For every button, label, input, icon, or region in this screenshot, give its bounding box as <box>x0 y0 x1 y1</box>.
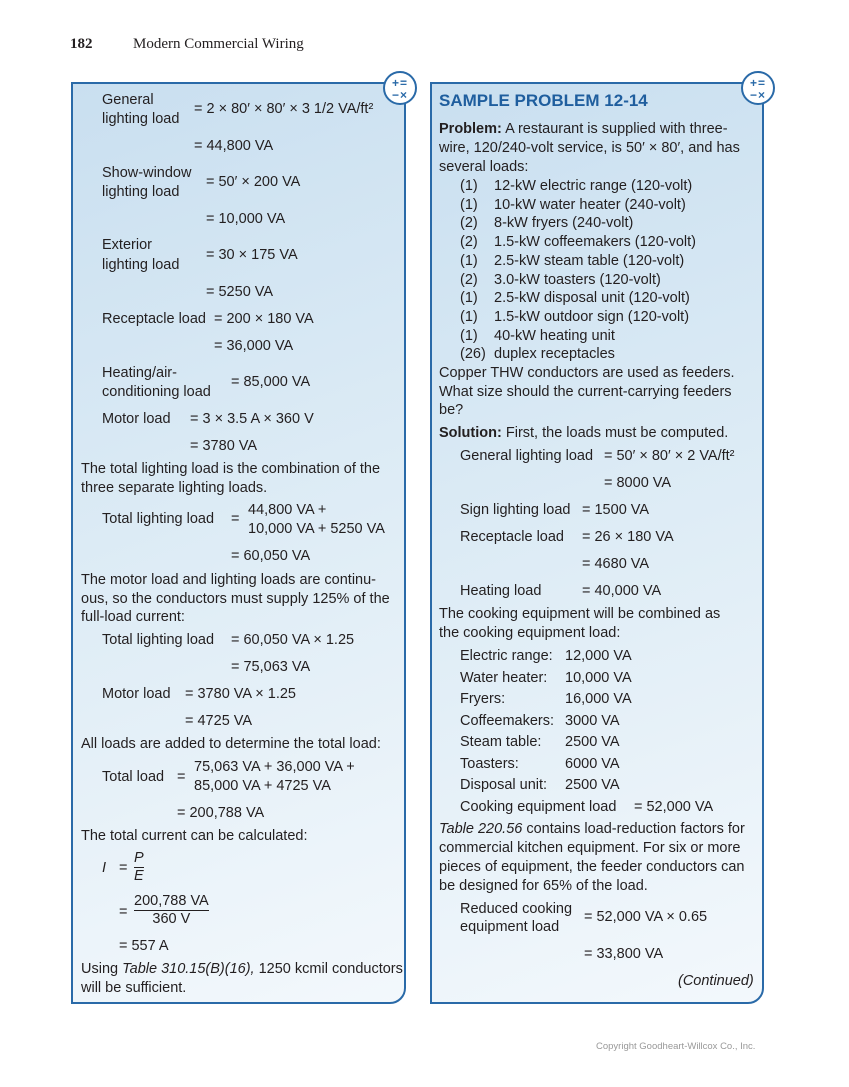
paragraph: All loads are added to determine the total load: <box>81 736 381 752</box>
cooking-item <box>460 647 632 665</box>
math-operators-icon: += −× <box>741 71 775 105</box>
load-item <box>460 252 685 270</box>
quantity: (2) <box>460 271 478 288</box>
load-item <box>460 214 634 232</box>
quantity: (26) <box>460 346 486 363</box>
paragraph: What size should the current-carrying feeders <box>439 384 732 400</box>
quantity: (1) <box>460 178 478 194</box>
description: 2.5-kW steam table (120-volt) <box>494 252 685 269</box>
copyright: Copyright Goodheart-Willcox Co., Inc. <box>596 1041 756 1052</box>
fraction: $\frac{200,788 VA}{360 V}$ <box>134 893 209 927</box>
equation: = 200 × 180 VA <box>214 311 314 327</box>
equation: = 52,000 VA <box>634 799 714 815</box>
load-item <box>460 289 690 307</box>
equation: = 60,050 VA <box>231 548 311 564</box>
load-item <box>460 196 686 214</box>
equation: = 2 × 80′ × 80′ × 3 1/2 VA/ft² <box>194 101 374 117</box>
label: conditioning load <box>102 384 211 400</box>
cooking-item <box>460 712 620 730</box>
paragraph: Table 220.56 contains load-reduction factors for <box>439 821 745 837</box>
equipment-name: Electric range: <box>460 648 553 664</box>
label: Sign lighting load <box>460 502 571 518</box>
equation: = 557 A <box>119 938 169 954</box>
label: equipment load <box>460 919 560 935</box>
equation: = 52,000 VA × 0.65 <box>584 909 708 925</box>
equation: = 10,000 VA <box>206 211 286 227</box>
label: Receptacle load <box>460 529 564 545</box>
label: General lighting load <box>460 448 594 464</box>
label: Motor load <box>102 411 171 427</box>
equipment-name: Water heater: <box>460 669 548 686</box>
quantity: (1) <box>460 308 478 325</box>
label: lighting load <box>102 257 180 273</box>
paragraph: The cooking equipment will be combined as <box>439 606 721 622</box>
quantity: (2) <box>460 234 478 251</box>
equipment-name: Coffeemakers: <box>460 712 555 729</box>
load-item <box>460 308 690 326</box>
label: lighting load <box>102 111 180 127</box>
description: 40-kW heating unit <box>494 327 615 344</box>
equation: = 4725 VA <box>185 713 253 729</box>
paragraph: ous, so the conductors must supply 125% of the <box>81 591 390 607</box>
label: Show-window <box>102 165 192 181</box>
description: 8-kW fryers (240-volt) <box>494 215 634 232</box>
fraction: $\frac{P}{E}$ <box>134 850 144 884</box>
label: Total lighting load <box>102 511 215 527</box>
equipment-load: 10,000 VA <box>565 669 632 686</box>
paragraph: several loads: <box>439 159 529 175</box>
equipment-load: 3000 VA <box>565 712 620 729</box>
description: 10-kW water heater (240-volt) <box>494 196 686 213</box>
page-number: 182 <box>70 36 93 52</box>
equation: 85,000 VA + 4725 VA <box>194 778 331 794</box>
equation: = 60,050 VA × 1.25 <box>231 632 355 648</box>
continued-note: (Continued) <box>678 973 754 989</box>
paragraph: will be sufficient. <box>81 980 187 996</box>
equals: = <box>177 769 186 785</box>
equipment-name: Disposal unit: <box>460 777 548 793</box>
equation: = 200,788 VA <box>177 805 265 821</box>
equation: = 30 × 175 VA <box>206 247 298 263</box>
equipment-name: Fryers: <box>460 691 506 707</box>
paragraph: Solution: First, the loads must be computed. <box>439 425 729 441</box>
load-item <box>460 271 661 289</box>
cooking-item <box>460 690 632 708</box>
cooking-item <box>460 733 620 751</box>
equipment-name: Toasters: <box>460 755 519 772</box>
equation: = 40,000 VA <box>582 583 662 599</box>
paragraph: The motor load and lighting loads are continu- <box>81 572 377 588</box>
cooking-item <box>460 755 620 773</box>
load-item <box>460 345 615 363</box>
description: 2.5-kW disposal unit (120-volt) <box>494 290 690 307</box>
paragraph: the cooking equipment load: <box>439 625 621 641</box>
equation: = 50′ × 200 VA <box>206 174 301 190</box>
equation: = 36,000 VA <box>214 338 294 354</box>
quantity: (2) <box>460 215 478 232</box>
equation: = 26 × 180 VA <box>582 529 674 545</box>
label: General <box>102 92 154 108</box>
equation: = 85,000 VA <box>231 374 311 390</box>
paragraph: commercial kitchen equipment. For six or more <box>439 840 741 856</box>
equipment-name: Steam table: <box>460 734 542 750</box>
paragraph: The total current can be calculated: <box>81 828 308 844</box>
equation: = 3780 VA × 1.25 <box>185 686 296 702</box>
equation: 10,000 VA + 5250 VA <box>248 521 385 537</box>
label: Total lighting load <box>102 632 215 648</box>
math-operators-icon: += −× <box>383 71 417 105</box>
load-item <box>460 177 693 195</box>
equation: = 75,063 VA <box>231 659 311 675</box>
equation: = 3 × 3.5 A × 360 V <box>190 411 314 427</box>
description: 3.0-kW toasters (120-volt) <box>494 271 661 288</box>
label: Heating/air- <box>102 365 177 381</box>
load-item <box>460 233 696 251</box>
equation: 44,800 VA + <box>248 502 327 518</box>
paragraph: wire, 120/240-volt service, is 50′ × 80′, and has <box>439 140 740 156</box>
paragraph: three separate lighting loads. <box>81 480 268 496</box>
equals: = <box>231 511 240 527</box>
label: Motor load <box>102 686 171 702</box>
equipment-load: 12,000 VA <box>565 648 632 664</box>
running-title: Modern Commercial Wiring <box>133 36 304 52</box>
label: Reduced cooking <box>460 901 573 917</box>
equipment-load: 2500 VA <box>565 734 620 750</box>
label: Exterior <box>102 237 152 253</box>
quantity: (1) <box>460 290 478 307</box>
equation: = 3780 VA <box>190 438 258 454</box>
quantity: (1) <box>460 327 478 344</box>
paragraph: Problem: A restaurant is supplied with three- <box>439 121 728 137</box>
paragraph: full-load current: <box>81 609 185 625</box>
label: Heating load <box>460 583 542 599</box>
description: duplex receptacles <box>494 346 615 363</box>
paragraph: Using Table 310.15(B)(16), 1250 kcmil conductors <box>81 961 403 977</box>
equation: = 4680 VA <box>582 556 650 572</box>
label: lighting load <box>102 184 180 200</box>
paragraph: be? <box>439 402 464 418</box>
equals: = <box>119 860 128 876</box>
label: Receptacle load <box>102 311 206 327</box>
sample-problem-title: SAMPLE PROBLEM 12-14 <box>439 91 648 110</box>
equation: 75,063 VA + 36,000 VA + <box>194 759 355 775</box>
cooking-item <box>460 776 620 794</box>
equation: = 8000 VA <box>604 475 672 491</box>
paragraph: The total lighting load is the combination of the <box>81 461 381 477</box>
equation: = 5250 VA <box>206 284 274 300</box>
cooking-item <box>460 669 632 687</box>
equation: = 33,800 VA <box>584 946 664 962</box>
label: Cooking equipment load <box>460 799 617 815</box>
equation: = 50′ × 80′ × 2 VA/ft² <box>604 448 735 464</box>
paragraph: Copper THW conductors are used as feeders. <box>439 365 735 381</box>
paragraph: pieces of equipment, the feeder conductors can <box>439 859 745 875</box>
quantity: (1) <box>460 196 478 213</box>
quantity: (1) <box>460 252 478 269</box>
equation: = 1500 VA <box>582 502 650 518</box>
equipment-load: 6000 VA <box>565 755 620 772</box>
equipment-load: 16,000 VA <box>565 691 632 707</box>
label: Total load <box>102 769 165 785</box>
description: 12-kW electric range (120-volt) <box>494 178 693 194</box>
variable: I <box>102 860 107 876</box>
equipment-load: 2500 VA <box>565 777 620 793</box>
equals: = <box>119 904 128 920</box>
equation: = 44,800 VA <box>194 138 274 154</box>
description: 1.5-kW coffeemakers (120-volt) <box>494 234 696 251</box>
paragraph: be designed for 65% of the load. <box>439 878 648 894</box>
load-item <box>460 327 615 345</box>
description: 1.5-kW outdoor sign (120-volt) <box>494 308 690 325</box>
